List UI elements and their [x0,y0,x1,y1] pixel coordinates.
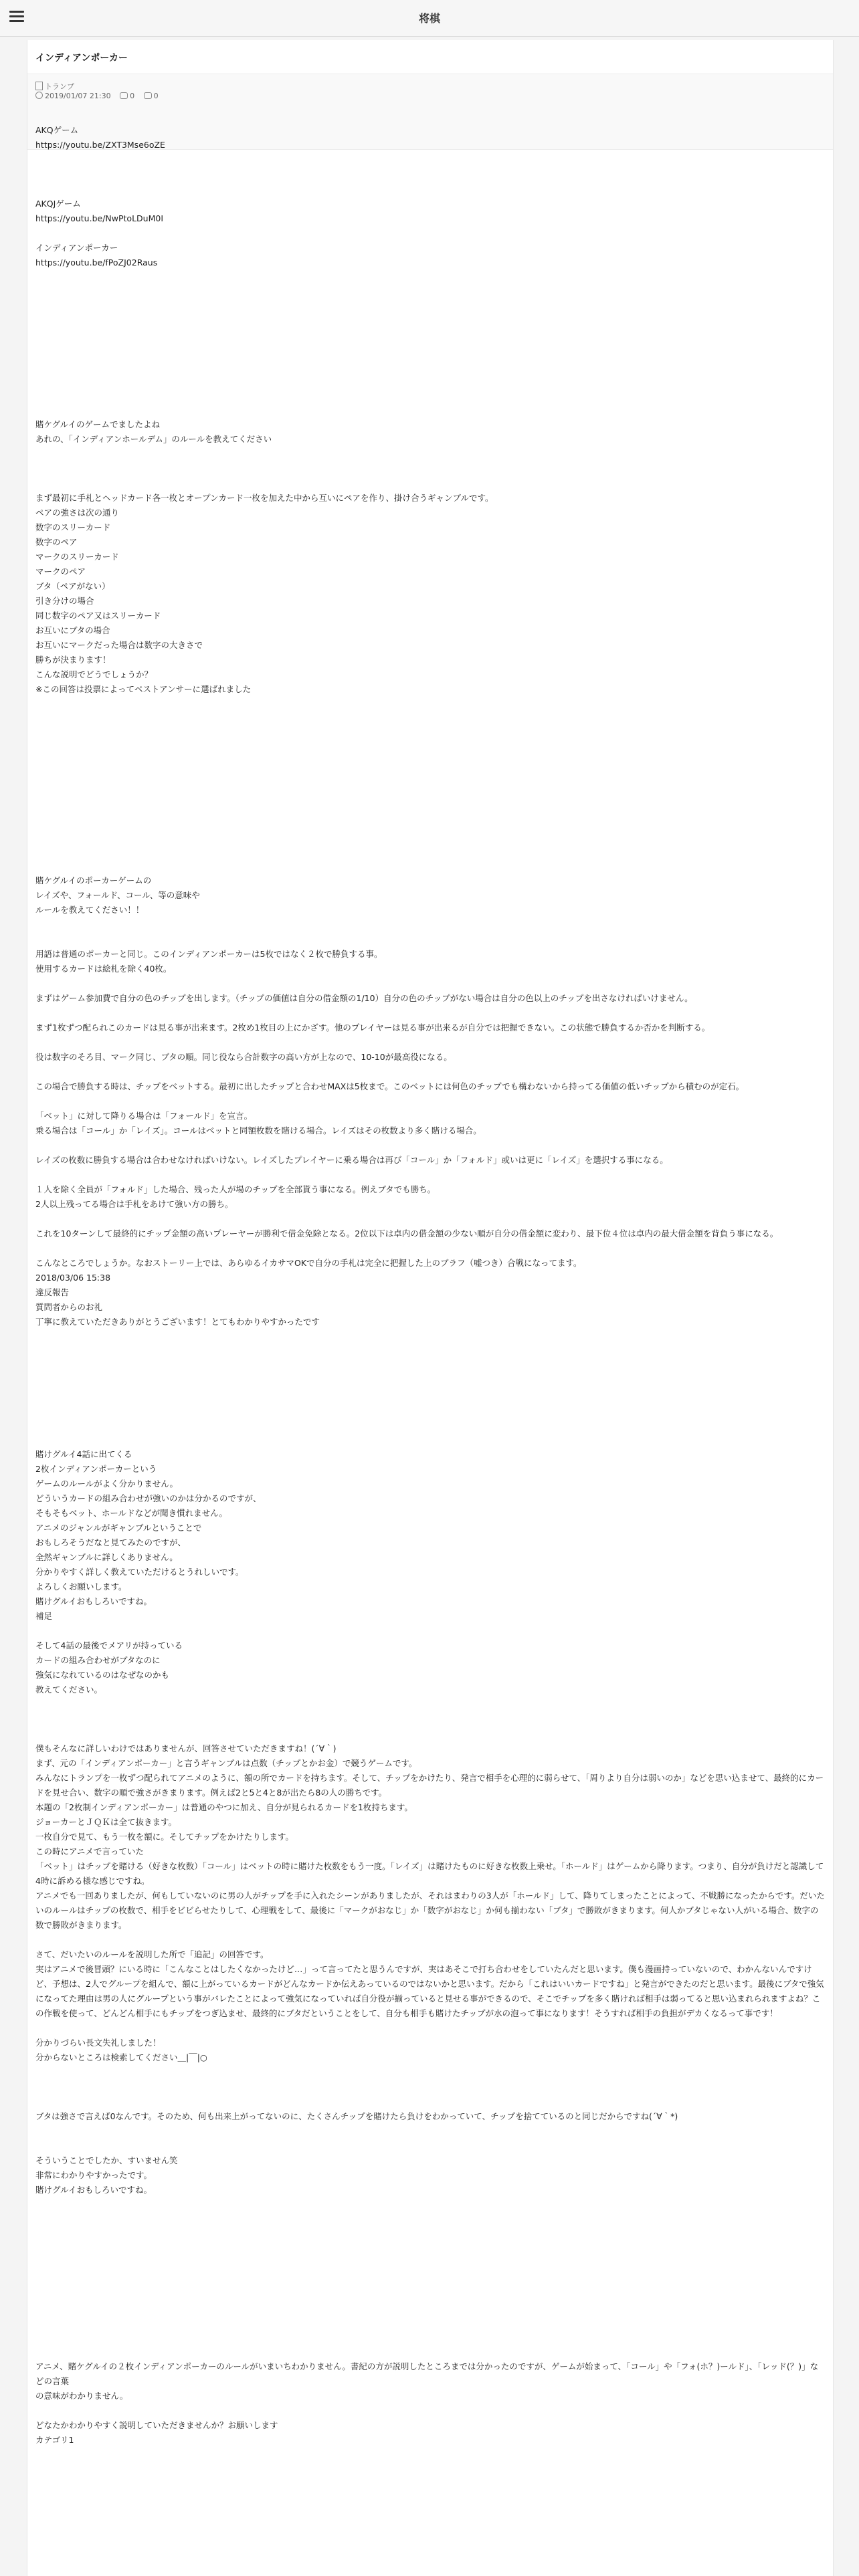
views-count: 0 [130,92,135,100]
page-title: 将棋 [418,12,440,25]
question-title: インディアンポーカー [35,53,128,64]
answers-icon [144,92,152,99]
category-icon [35,82,43,90]
top-bar [0,0,859,37]
text-block-question-2: 賭ケグルイのポーカーゲームの レイズや、フォールド、コール、等の意味や ルールを教えてください！！ [35,875,200,915]
text-block-answer-4: ブタは強さで言えば0なんです。そのため、何も出来上がってないのに、たくさんチップを賭けたら負けをわかっていて、チップを捨てているのと同じだからですね(´∀｀*) [35,2111,678,2121]
text-block-links: AKQゲーム https://youtu.be/ZXT3Mse6oZE AKQJゲーム https://youtu.be/NwPtoLDuM0I インディアンポーカー https://youtu.be/fPoZJ02Raus [35,125,165,267]
text-block-answer-2: 用語は普通のポーカーと同じ。このインディアンポーカーは5枚ではなく２枚で勝負する事。 使用するカードは絵札を除く40枚。 まずはゲーム参加費で自分の色のチップを出します。（チップの価値は自分の借金額の1/10）自分の色のチップがない場合は自分の色以上のチップを出さなければいけません。 まず1枚ずつ配られこのカードは見る事が出来ます。2枚め1枚目の上にかざす。他のプレイヤーは見る事が出来るが自分では把握できない。この状態で勝負するか否かを判断する。 役は数字のそろ目、マーク同じ、ブタの順。同じ役なら合計数字の高い方が上なので、10-10が最高役になる。 この場合で勝負する時は、チップをベットする。最初に出したチップと合わせMAXは5枚まで。このベットには何色のチップでも構わないから持ってる価値の低いチップから積むのが定石。 「ベット」に対して降りる場合は「フォールド」を宣言。 乗る場合は「コール」か「レイズ」。コールはベットと同額枚数を賭ける場合。レイズはその枚数より多く賭ける場合。 レイズの枚数に勝負する場合は合わせなければいけない。レイズしたプレイヤーに乗る場合は再び「コール」か「フォルド」或いは更に「レイズ」を選択する事になる。 １人を除く全員が「フォルド」した場合、残った人が場のチップを全部貰う事になる。例えブタでも勝ち。 2人以上残ってる場合は手札をあけて強い方の勝ち。 これを10ターンして最終的にチップ金額の高いプレーヤーが勝利で借金免除となる。2位以下は卓内の借金額の少ない順が自分の借金額に変わり、最下位４位は卓内の最大借金額を背負う事になる。 こんなところでしょうか。なおストーリー上では、あらゆるイカサマOKで自分の手札は完全に把握した上のブラフ（嘘つき）合戦になってます。 2018/03/06 15:38 違反報告 質問者からのお礼 丁寧に教えていただきありがとうございます！とてもわかりやすかったです [35,949,779,1327]
text-block-reply: そういうことでしたか、すいません笑 非常にわかりやすかったです。 賭けグルイおもしろいですね。 [35,2155,178,2195]
question-card [27,40,834,2576]
text-block-question-4: アニメ、賭ケグルイの２枚インディアンポーカーのルールがいまいちわかりません。書紀の方が説明したところまでは分かったのですが、ゲームが始まって、「コール」や「フォ(ホ？)ールド」、「レッド(？)」などの言葉 の意味がわかりません。 どなたかわかりやすく説明していただきませんか？お願いします カテゴリ1 [35,2361,819,2445]
category-label: トランプ [45,82,74,91]
post-date: 2019/01/07 21:30 [45,92,111,100]
text-block-best-answer: まず最初に手札とヘッドカード各一枚とオープンカード一枚を加えた中から互いにペアを作り、掛け合うギャンブルです。 ペアの強さは次の通り 数字のスリーカード 数字のペア マークのスリーカード マークのペア ブタ（ペアがない） 引き分けの場合 同じ数字のペア又はスリーカード お互いにブタの場合 お互いにマークだった場合は数字の大きさで 勝ちが決まります！ こんな説明でどうでしょうか？ ※この回答は投票によってベストアンサーに選ばれました [35,493,494,694]
answers-count: 0 [153,92,159,100]
views-icon [120,92,128,99]
category-link[interactable] [35,81,74,92]
question-body [35,123,825,2448]
text-block-question-3: 賭けグルイ4話に出てくる 2枚インディアンポーカーという ゲームのルールがよく分かりません。 どういうカードの組み合わせが強いのかは分かるのですが、 そもそもベット、ホールドなどが聞き慣れません。 アニメのジャンルがギャンブルということで おもしろそうだなと見てみたのですが、 全然ギャンブルに詳しくありません。 分かりやすく詳しく教えていただけるとうれしいです。 よろしくお願いします。 賭けグルイおもしろいですね。 補足 そして4話の最後でメアリが持っている カードの組み合わせがブタなのに 強気になれているのはなぜなのかも 教えてください。 [35,1449,262,1695]
question-info [35,92,159,100]
text-block-question: 賭ケグルイのゲームでましたよね あれの、「インディアンホールデム」のルールを教えてください [35,419,272,444]
clock-icon [35,92,43,99]
text-block-answer-3: 僕もそんなに詳しいわけではありませんが、回答させていただきますね！(´∀｀) まず、元の「インディアンポーカー」と言うギャンブルは点数（チップとかお金）で競うゲームです。 みんなにトランプを一枚ずつ配られてアニメのように、額の所でカードを持ちます。そして、チップをかけたり、発言で相手を心理的に弱らせて、「周りより自分は弱いのか」などを思い込ませて、最終的にカードを見せ合い、数字の順で強さがきまります。例えば2と5と4と8が出たら8の人の勝ちです。 本題の「2枚制インディアンポーカー」は普通のやつに加え、自分が見られるカードを1枚持ちます。 ジョーカーとＪＱＫは全て抜きます。 一枚自分で見て、もう一枚を額に。そしてチップをかけたりします。 この時にアニメで言っていた 「ベット」はチップを賭ける（好きな枚数）「コール」はベットの時に賭けた枚数をもう一度。「レイズ」は賭けたものに好きな枚数上乗せ。「ホールド」はゲームから降ります。つまり、自分が負けだと認識して4時に訴める様な感じですね。 アニメでも一回ありましたが、何もしていないのに男の人がチップを手に入れたシーンがありましたが、それはまわりの3人が「ホールド」して、降りてしまったことによって、不戦勝になったからです。だいたいのルールはチップの枚数で、相手をビビらせたりして、心理戦をして、最後に「マークがおなじ」か「数字がおなじ」か何も揃わない「ブタ」で勝敗がきまります。何人かブタじゃない人がいる場合、数字の数で勝敗がきまります。 さて、だいたいのルールを説明した所で「追記」の回答です。 実はアニメで後冒頭？にいる時に「こんなことはしたくなかったけど…」って言ってたと思うんですが、実はあそこで打ち合わせをしていたんだと思います。僕も漫画持っていないので、わかんないんですけど、予想は、2人でグループを組んで、額に上がっているカードがどんなカードか伝えあっているのではないかと思います。だから「これはいいカードですね」と発言ができたのだと思います。最後にブタで強気になってた理由は男の人にグループという事がバレたことによって強気になっていれば自分役が揃っていると見せる事ができるので、そこでチップを多く賭ければ相手は弱ってると思い込まれられますよね？この作戦を使って、どんどん相手にもチップをつぎ込ませ、最終的にブタだということをして、自分も相手も賭けたチップが水の泡って事になります！そうすれば相手の負担がデカくなるって事です！ 分かりづらい長文失礼しました！ 分からないところは検索してください＿|￣|○ [35,1743,825,2062]
